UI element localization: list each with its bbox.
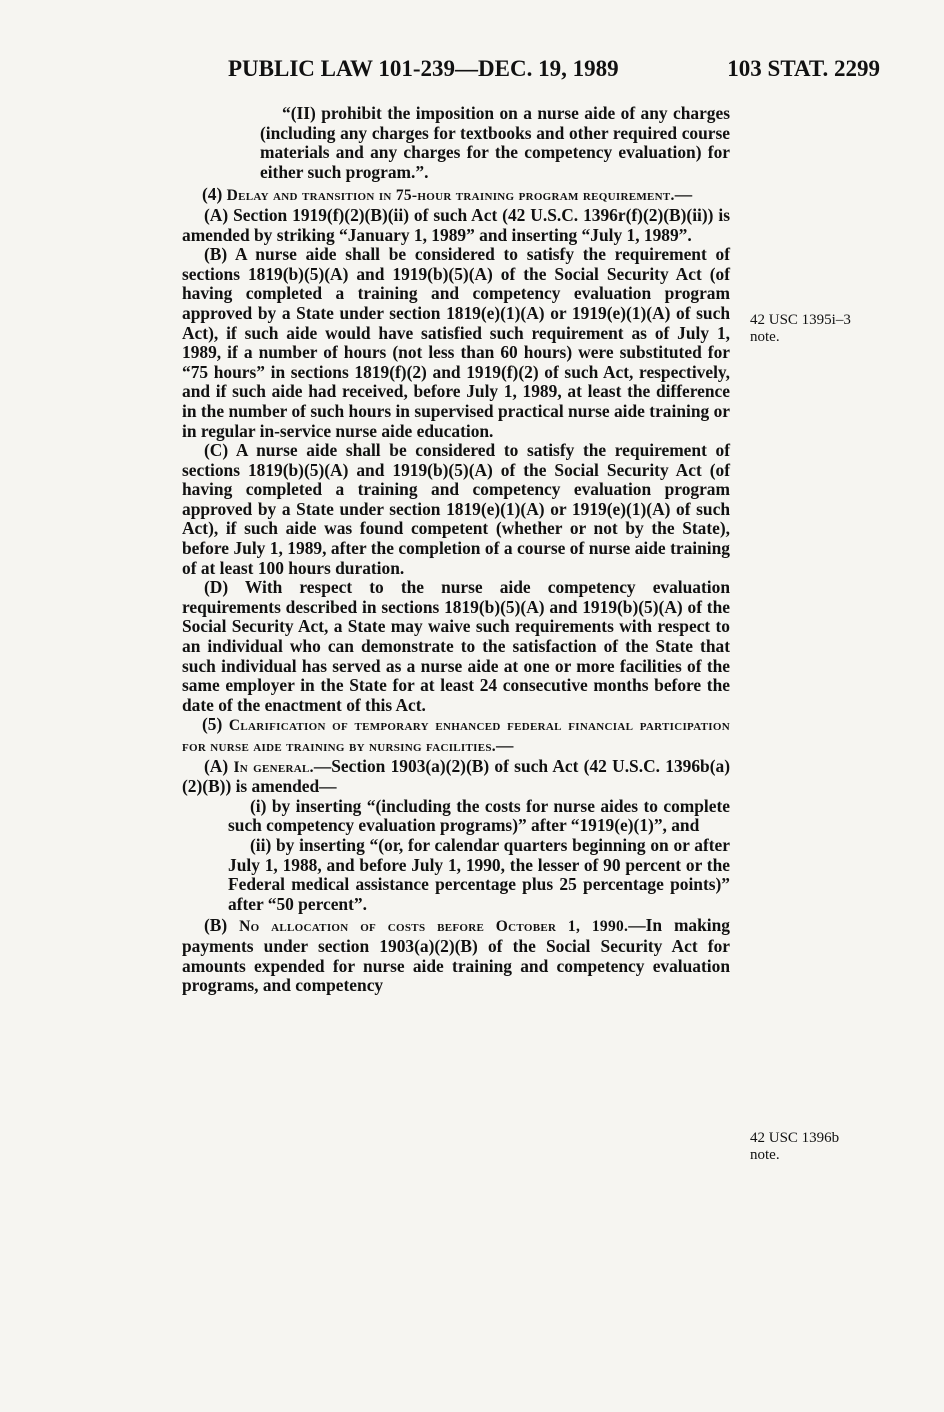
- paragraph-4-number: (4): [202, 184, 223, 205]
- margin-note-1396b-note: note.: [750, 1147, 780, 1163]
- margin-note-1396b-cite: 42 USC 1396b: [750, 1130, 840, 1146]
- subparagraph-5a-number: (A): [204, 755, 229, 776]
- header-stat-page: 103 STAT. 2299: [727, 56, 880, 81]
- subparagraph-5a-title: In general.: [233, 758, 314, 776]
- subparagraph-5b-title: No allocation of costs before October 1, 1990.: [239, 918, 629, 936]
- header-public-law: PUBLIC LAW 101-239—DEC. 19, 1989: [228, 56, 619, 81]
- subparagraph-5b-number: (B): [204, 915, 228, 936]
- paragraph-4-heading: [182, 185, 730, 206]
- subparagraph-4a: (A) Section 1919(f)(2)(B)(ii) of such Act (42 U.S.C. 1396r(f)(2)(B)(ii)) is amended by striking “January 1, 1989” and inserting “July 1, 1989”.: [182, 204, 730, 245]
- subparagraph-4c: (C) A nurse aide shall be considered to satisfy the requirement of sections 1819(b)(5)(A) and 1919(b)(5)(A) of the Social Security Act (of having completed a training and competency evaluation program approved by a State under section 1819(e)(1)(A) or 1919(e)(1)(A) of such Act), if such aide was found competent (whether or not by the State), before July 1, 1989, after the completion of a course of nurse aide training of at least 100 hours duration.: [182, 440, 730, 578]
- clause-5a-ii: (ii) by inserting “(or, for calendar quarters beginning on or after July 1, 1988, and before July 1, 1990, the lesser of 90 percent or the Federal medical assistance percentage plus 25 percentage points)” after “50 percent”.: [228, 834, 730, 914]
- paragraph-4-dash: —: [674, 184, 693, 205]
- margin-note-1395i3: [750, 312, 860, 346]
- margin-note-1396b: [750, 1130, 860, 1164]
- subparagraph-4b: (B) A nurse aide shall be considered to satisfy the requirement of sections 1819(b)(5)(A) and 1919(b)(5)(A) of the Social Security Act (of having completed a training and competency evaluation program approved by a State under section 1819(e)(1)(A) or 1919(e)(1)(A) of such Act), if such aide would have satisfied such requirement as of July 1, 1989, if a number of hours (not less than 60 hours) were substituted for “75 hours” in sections 1819(f)(2) and 1919(f)(2) of such Act, respectively, and if such aide had received, before July 1, 1989, at least the difference in the number of such hours in supervised practical nurse aide training or in regular in-service nurse aide education.: [182, 244, 730, 441]
- clause-5a-i: (i) by inserting “(including the costs for nurse aides to complete such competency evaluation programs)” after “1919(e)(1)”, and: [228, 795, 730, 836]
- subparagraph-4d: (D) With respect to the nurse aide competency evaluation requirements described in sections 1819(b)(5)(A) and 1919(b)(5)(A) of the Social Security Act, a State may waive such requirements with respect to an individual who can demonstrate to the satisfaction of the State that such individual has served as a nurse aide at one or more facilities of the same employer in the State for at least 24 consecutive months before the date of the enactment of this Act.: [182, 577, 730, 715]
- subparagraph-5b: [182, 916, 730, 995]
- subparagraph-5b-text: —In making payments under section 1903(a)(2)(B) of the Social Security Act for amounts expended for nurse aide training and competency evaluation programs, and competency: [182, 915, 730, 996]
- subparagraph-5a-text: —Section 1903(a)(2)(B) of such Act (42 U.S.C. 1396b(a)(2)(B)) is amended—: [182, 755, 730, 797]
- paragraph-5-dash: —: [495, 735, 514, 755]
- statute-body: [182, 104, 730, 996]
- clause-ii-prohibit-charges: “(II) prohibit the imposition on a nurse aide of any charges (including any charges for textbooks and other required course materials and any charges for the competency evaluation) for either such program.”.: [260, 103, 730, 182]
- paragraph-5-number: (5): [202, 714, 223, 735]
- paragraph-4-title: Delay and transition in 75-hour training program requirement.: [226, 187, 675, 205]
- margin-note-1395i3-note: note.: [750, 329, 780, 345]
- margin-note-1395i3-cite: 42 USC 1395i–3: [750, 312, 851, 328]
- subparagraph-5a: [182, 757, 730, 797]
- paragraph-5-title: Clarification of temporary enhanced federal financial participation for nurse aide training by nursing facilities.: [182, 717, 730, 755]
- paragraph-5-heading: [182, 715, 730, 756]
- page-header: [228, 56, 880, 90]
